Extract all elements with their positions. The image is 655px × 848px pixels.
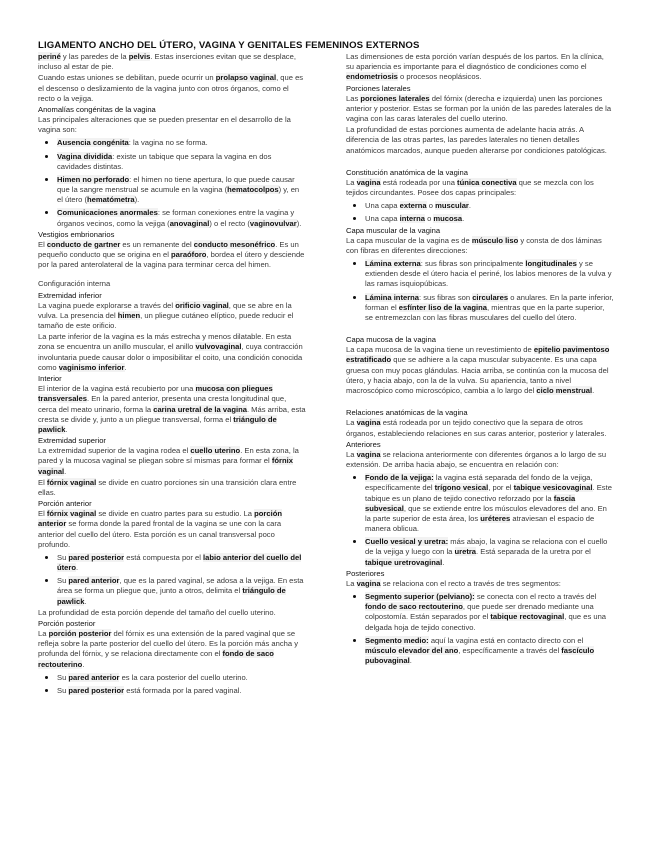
bullet-item <box>57 684 306 696</box>
text-run: la vagina está separada del fondo de la vejiga, específicamente del <box>365 473 593 493</box>
bold-term: triángulo de pawlick <box>38 414 277 434</box>
text-run: La parte inferior de la vagina es la más estrecha y menos dilatable. En esta zona se encuentra un anillo muscular, el anillo <box>38 332 292 352</box>
text-run: Su <box>57 576 69 586</box>
section-heading <box>346 440 614 450</box>
paragraph <box>38 279 306 289</box>
bullet-item <box>365 199 614 211</box>
text-run: Una capa <box>365 201 400 211</box>
paragraph <box>38 446 306 477</box>
text-run: La <box>346 418 357 428</box>
bold-term: pelvis <box>128 52 151 61</box>
bold-term: carina uretral de la vagina <box>153 404 247 414</box>
text-run: . <box>442 557 445 567</box>
paragraph <box>38 478 306 498</box>
bold-term: conducto de gartner <box>46 239 121 249</box>
text-run: está rodeada por un tejido conectivo que la separa de otros órganos, estableciendo relaciones en sus caras anterior, posterior y laterales. <box>346 418 607 438</box>
bold-term: Lámina externa <box>365 259 421 269</box>
paragraph <box>38 384 306 435</box>
text-run: La profundidad de estas porciones aumenta de adelante hacia atrás. A diferencia de las otras partes, las paredes laterales no tienen detalles anatómicos marcados, aunque pueden alterarse por condiciones patológicas. <box>346 125 607 155</box>
bold-term: himen <box>117 310 141 320</box>
text-run: Configuración interna <box>38 279 111 289</box>
text-run: , bordea el útero y desciende por la pared anterolateral de la vagina para terminar cerca del himen. <box>38 250 305 270</box>
text-run: Porción posterior <box>38 618 96 628</box>
text-run: está formada por la pared vaginal. <box>124 685 242 695</box>
text-run: que se mezcla con los tejidos circundantes. Posee dos capas principales: <box>346 177 594 198</box>
text-run: , un pliegue cutáneo elíptico, puede reducir el tamaño de este orificio. <box>38 310 294 331</box>
bold-term: vaginismo inferior <box>58 362 125 372</box>
paragraph <box>38 73 306 104</box>
text-run: La extremidad superior de la vagina rodea el <box>38 446 191 456</box>
bold-term: Segmento medio: <box>365 635 429 645</box>
bold-term: hematómetra <box>86 195 135 205</box>
text-run: Extremidad superior <box>38 436 106 446</box>
text-run: Las dimensiones de esta porción varían después de los partos. En la clínica, su apariencia es importante para el diagnóstico de condiciones como el <box>346 52 604 72</box>
bullet-item <box>57 150 306 172</box>
section-heading <box>346 84 614 94</box>
section-heading <box>38 374 306 384</box>
text-run: Anomalías congénitas de la vagina <box>38 104 156 114</box>
text-run: : el himen no tiene apertura, lo que puede causar que la sangre menstrual se acumule en la vagina ( <box>57 174 295 195</box>
bold-term: circulares <box>472 292 509 302</box>
bold-term: fondo de saco rectouterino <box>365 602 463 612</box>
bullet-item <box>365 634 614 667</box>
text-run: El <box>38 239 47 249</box>
text-run: ). <box>296 218 302 228</box>
bullet-item <box>57 671 306 683</box>
bold-term: Segmento superior (pelviano): <box>365 592 475 602</box>
section-heading <box>38 105 306 115</box>
bold-term: triángulo de pawlick <box>57 586 286 606</box>
text-run: ) y, en el útero ( <box>57 185 300 205</box>
bold-term: mucosa <box>433 214 463 224</box>
bullet-item <box>365 257 614 290</box>
text-run: Extremidad inferior <box>38 290 102 300</box>
bold-term: porción anterior <box>38 509 282 529</box>
text-run: : existe un tabique que separa la vagina en dos cavidades distintas. <box>57 151 272 171</box>
text-run: La capa mucosa de la vagina tiene un revestimiento de <box>346 345 534 355</box>
right-column <box>346 52 614 667</box>
paragraph <box>38 301 306 332</box>
bullet-item <box>57 206 306 228</box>
bold-term: porción posterior <box>48 629 112 639</box>
text-run: se conecta con el recto a través del <box>474 592 597 602</box>
paragraph <box>346 125 614 156</box>
text-run: Las principales alteraciones que se pueden presentar en el desarrollo de la vagina son: <box>38 115 291 135</box>
bullet-item <box>57 574 306 607</box>
bullet-item <box>57 173 306 206</box>
paragraph <box>346 94 614 125</box>
bold-term: uretra <box>454 547 477 557</box>
text-run: . Estas inserciones evitan que se desplace, incluso al estar de pie. <box>38 52 296 72</box>
text-run: está compuesta por el <box>124 552 204 562</box>
bold-term: Himen no perforado <box>57 174 130 184</box>
bold-term: vagina <box>356 418 381 428</box>
text-run: Capa mucosa de la vagina <box>346 335 436 345</box>
bold-term: fórnix vaginal <box>46 509 97 519</box>
bold-term: uréteres <box>480 513 511 523</box>
text-run: se relaciona con el recto a través de tres segmentos: <box>380 578 561 588</box>
bold-term: fascículo pubovaginal <box>365 645 595 666</box>
text-run: ) o el recto ( <box>209 218 250 228</box>
paragraph <box>38 629 306 670</box>
bold-term: músculo liso <box>471 235 519 245</box>
section-heading <box>346 168 614 178</box>
bullet-item <box>57 551 306 573</box>
section-heading <box>38 291 306 301</box>
text-run: , cuya contracción involuntaria puede causar dolor o imposibilitar el coito, una condición conocida como <box>38 342 303 372</box>
text-run: se forma donde la pared frontal de la vagina se une con la cara anterior del cuello del útero. Esta porción es un canal transversal poco profundo. <box>38 519 282 549</box>
text-run: . <box>64 466 67 476</box>
bold-term: orificio vaginal <box>175 300 229 310</box>
paragraph <box>346 236 614 256</box>
paragraph <box>346 579 614 589</box>
bold-term: endometriosis <box>346 72 398 82</box>
bold-term: vulvovaginal <box>195 342 242 352</box>
bold-term: cuello uterino <box>190 446 241 456</box>
paragraph <box>38 115 306 135</box>
section-spacer <box>346 157 614 168</box>
text-run: . Este tabique es un plano de tejido conectivo reforzado por la <box>365 483 612 503</box>
bullet-item <box>365 535 614 568</box>
text-run: , que puede ser drenado mediante una colpostomía. Están separados por el <box>365 602 594 622</box>
text-run: . <box>592 385 595 395</box>
text-run: , que se extiende entre los músculos elevadores del ano. En la parte superior de esta área, los <box>365 503 607 523</box>
bold-term: tabique vesicovaginal <box>513 483 593 493</box>
bold-term: conducto mesonéfrico <box>193 239 276 249</box>
text-run: Constitución anatómica de la vagina <box>346 167 468 177</box>
paragraph <box>346 418 614 438</box>
bold-term: Comunicaciones anormales <box>57 208 158 218</box>
section-spacer <box>346 324 614 335</box>
text-run: del fórnix (derecha e izquierda) unen las porciones anterior y posterior. Estas se forman por la unión de las paredes laterales de la vagina con las caras laterales del cuello uterino. <box>346 93 612 124</box>
text-run: . Es un pequeño conducto que se origina en el <box>38 239 299 260</box>
page-title: LIGAMENTO ANCHO DEL ÚTERO, VAGINA Y GENITALES FEMENINOS EXTERNOS <box>38 40 420 51</box>
bold-term: Cuello vesical y uretra: <box>365 537 449 547</box>
text-run: El <box>38 477 47 487</box>
text-run: , por el <box>488 483 514 493</box>
bold-term: hematocolpos <box>227 185 279 195</box>
bold-term: anovaginal <box>169 218 210 228</box>
bold-term: músculo elevador del ano <box>365 645 459 655</box>
text-run: . Está separada de la uretra por el <box>476 547 591 557</box>
text-run: La capa muscular de la vagina es de <box>346 235 472 245</box>
text-run: , que es una delgada hoja de tejido conectivo. <box>365 612 607 632</box>
left-column <box>38 52 306 697</box>
bullet-list <box>38 671 306 696</box>
text-run: es la cara posterior del cuello uterino. <box>119 672 248 682</box>
text-run: , mientras que en la parte superior, se entremezclan con las fibras musculares del cuello del útero. <box>365 302 605 322</box>
text-run: . <box>82 659 85 669</box>
text-run: , que se abre en la vulva. La presencia del <box>38 300 292 320</box>
text-run: : se forman conexiones entre la vagina y órganos vecinos, como la vejiga ( <box>57 208 295 228</box>
bold-term: ciclo menstrual <box>536 385 593 395</box>
text-run: más abajo, la vagina se relaciona con el cuello de la vejiga y luego con la <box>365 537 608 557</box>
section-heading <box>346 226 614 236</box>
bold-term: fórnix vaginal <box>38 456 293 476</box>
text-run: Cuando estas uniones se debilitan, puede ocurrir un <box>38 73 216 83</box>
bold-term: trígono vesical <box>434 483 489 493</box>
bold-term: túnica conectiva <box>457 177 517 187</box>
paragraph <box>38 608 306 618</box>
bold-term: paraóforo <box>171 250 207 260</box>
section-heading <box>38 230 306 240</box>
text-run: La <box>346 177 357 187</box>
text-run: . En esta zona, la pared y la mucosa vaginal se pliegan sobre sí mismas para formar el <box>38 446 299 466</box>
text-run: . <box>468 201 471 211</box>
bullet-list <box>38 136 306 228</box>
section-heading <box>346 408 614 418</box>
bullet-item <box>365 291 614 324</box>
section-spacer <box>38 271 306 279</box>
section-heading <box>346 569 614 579</box>
paragraph <box>346 178 614 198</box>
text-run: Su <box>57 672 69 682</box>
text-run: se divide en cuatro partes para su estudio. La <box>96 509 255 519</box>
bold-term: Fondo de la vejiga: <box>365 473 434 483</box>
text-run: es un remanente del <box>120 239 194 249</box>
bullet-item <box>365 471 614 534</box>
bold-term: Ausencia congénita <box>57 138 129 148</box>
text-run: . <box>84 596 87 606</box>
section-heading <box>38 436 306 446</box>
text-run: Interior <box>38 373 62 383</box>
text-run: Las <box>346 93 361 103</box>
text-run: , específicamente a través del <box>458 645 562 655</box>
text-run: . <box>65 424 68 434</box>
text-run: La <box>346 449 357 459</box>
text-run: que se adhiere a la capa muscular subyacente. Es una capa gruesa con muy pocas glándulas. Hacia arriba, se continúa con la mucosa del útero, y hacia abajo, con la de la vulva. Su apariencia, tanto a nivel macroscópico como microscópico, cambia a lo largo del <box>346 355 609 395</box>
bullet-item <box>57 136 306 148</box>
bold-term: tabique rectovaginal <box>490 612 565 622</box>
text-run: Relaciones anatómicas de la vagina <box>346 408 468 418</box>
bold-term: Vagina dividida <box>57 151 113 161</box>
bold-term: vagina <box>356 449 381 459</box>
text-run: Porción anterior <box>38 499 92 509</box>
bold-term: vagina <box>356 578 381 588</box>
bold-term: fondo de saco rectouterino <box>38 649 274 669</box>
text-run: se relaciona anteriormente con diferentes órganos a lo largo de su extensión. De arriba hacia abajo, se encuentra en relación con: <box>346 449 607 470</box>
bold-term: vagina <box>356 177 381 187</box>
bullet-list <box>346 471 614 568</box>
bold-term: pared posterior <box>68 685 125 695</box>
text-run: . <box>124 362 127 372</box>
section-heading <box>346 335 614 345</box>
bold-term: fórnix vaginal <box>46 477 97 487</box>
text-run: : sus fibras son <box>419 292 473 302</box>
bold-term: mucosa con pliegues transversales <box>38 384 273 404</box>
bold-term: pared anterior <box>68 576 120 586</box>
text-run: y las paredes de la <box>60 52 129 61</box>
text-run: El <box>38 509 47 519</box>
text-run: o procesos neoplásicos. <box>397 72 482 82</box>
bold-term: externa <box>399 201 427 211</box>
text-run: : sus fibras son principalmente <box>420 259 526 269</box>
text-run: La <box>38 629 49 639</box>
text-run: . En la pared anterior, presenta una cresta longitudinal que, cerca del meato urinario, forma la <box>38 394 287 414</box>
text-run: Anteriores <box>346 439 381 449</box>
bold-term: vaginovulvar <box>249 218 297 228</box>
paragraph <box>346 345 614 396</box>
bold-term: esfínter liso de la vagina <box>398 302 487 312</box>
paragraph <box>38 332 306 373</box>
paragraph <box>38 52 306 72</box>
text-run: , que es el descenso o deslizamiento de la vagina junto con otros órganos, como el recto o la vejiga. <box>38 73 304 103</box>
text-run: , que es la pared vaginal, se adosa a la vejiga. En esta área se forma un pliegue que, junto a otros, delimita el <box>57 576 304 596</box>
text-run: atraviesan el espacio de manera oblicua. <box>365 513 595 534</box>
text-run: Vestigios embrionarios <box>38 229 115 239</box>
bold-term: tabique uretrovaginal <box>365 557 443 567</box>
text-run: . <box>409 656 412 666</box>
bold-term: labio anterior del cuello del útero <box>57 552 302 573</box>
text-run: Posteriores <box>346 568 385 578</box>
bold-term: prolapso vaginal <box>215 73 277 83</box>
text-run: Capa muscular de la vagina <box>346 225 441 235</box>
bold-term: pared anterior <box>68 672 120 682</box>
text-run: y consta de dos láminas con fibras en diferentes direcciones: <box>346 235 602 255</box>
section-spacer <box>346 397 614 408</box>
text-run: se divide en cuatro porciones sin una transición clara entre ellas. <box>38 477 297 497</box>
text-run: La vagina puede explorarse a través del <box>38 300 176 310</box>
paragraph <box>38 509 306 550</box>
text-run: Su <box>57 552 69 562</box>
paragraph <box>38 240 306 271</box>
bold-term: muscular <box>435 201 469 211</box>
text-run: El interior de la vagina está recubierto por una <box>38 384 196 394</box>
text-run: o anulares. En la parte inferior, forman el <box>365 292 614 312</box>
text-run: . <box>75 563 79 573</box>
text-run: o <box>424 214 434 224</box>
paragraph <box>346 52 614 83</box>
bullet-list <box>346 590 614 666</box>
text-run: : la vagina no se forma. <box>128 138 208 148</box>
text-run: está rodeada por una <box>380 177 458 187</box>
bullet-list <box>38 551 306 607</box>
bullet-item <box>365 212 614 224</box>
bold-term: porciones laterales <box>360 93 430 103</box>
text-run: . Más arriba, esta cresta se divide y, junto a un pliegue transversal, forma el <box>38 404 306 424</box>
bold-term: interna <box>399 214 425 224</box>
section-heading <box>38 619 306 629</box>
text-run: ). <box>134 195 140 205</box>
bullet-list <box>346 199 614 224</box>
text-run: y se extienden desde el útero hacia el periné, los labios menores de la vulva y las ramas isquiopúbicas. <box>365 259 612 289</box>
bullet-item <box>365 590 614 633</box>
bold-term: epitelio pavimentoso estratificado <box>346 345 610 365</box>
text-run: La <box>346 578 357 588</box>
text-run: La profundidad de esta porción depende del tamaño del cuello uterino. <box>38 607 276 617</box>
bold-term: Lámina interna <box>365 292 420 302</box>
section-heading <box>38 499 306 509</box>
text-run: o <box>426 201 436 211</box>
text-run: del fórnix es una extensión de la pared vaginal que se refleja sobre la parte posterior del cuello del útero. Es la porción más ancha y profunda del fórnix, y se relaciona directamente con el <box>38 629 299 659</box>
text-run: Su <box>57 685 69 695</box>
text-run: aquí la vagina está en contacto directo con el <box>428 635 584 645</box>
bold-term: fascia subvesical <box>365 493 576 513</box>
paragraph <box>346 450 614 470</box>
text-run: Porciones laterales <box>346 83 411 93</box>
bold-term: periné <box>38 52 61 61</box>
bullet-list <box>346 257 614 323</box>
text-run: . <box>462 214 465 224</box>
text-run: Una capa <box>365 214 400 224</box>
bold-term: pared posterior <box>68 552 125 562</box>
bold-term: longitudinales <box>525 259 577 269</box>
